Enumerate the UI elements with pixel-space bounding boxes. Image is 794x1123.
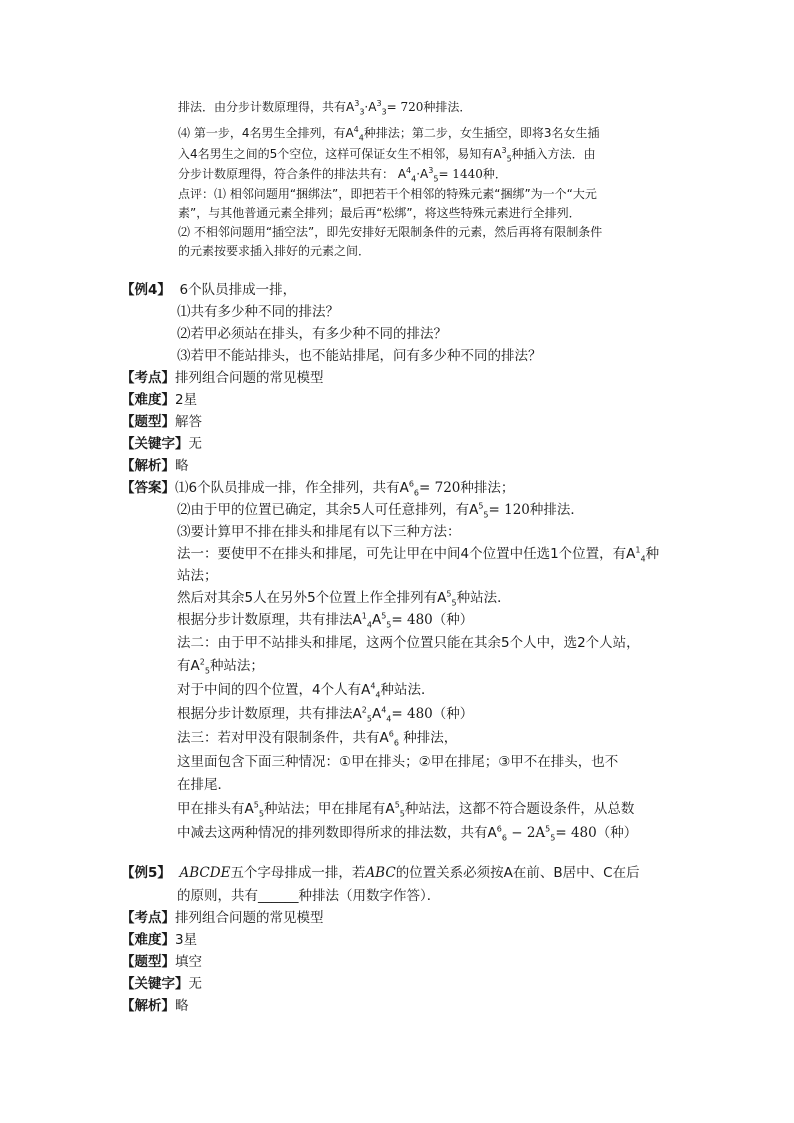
part4-line1: ⑷ 第一步，4名男生全排列，有$A^4_4$种排法；第二步，女生插空，即将3名女生插 — [178, 125, 600, 143]
comment-line1: 点评：⑴ 相邻问题用“捆绑法”，即把若干个相邻的特殊元素“捆绑”为一个“大元 — [178, 187, 597, 201]
part4-line3: 分步计数原理得，符合条件的排法共有： $A^4_4\cdot A^3_5= 1440$种． — [178, 166, 507, 184]
example5-tag: 【例5】 — [121, 865, 171, 881]
part4-line2: 入4名男生之间的5个空位，这样可保证女生不相邻，易知有$A^3_5$种插入方法．由 — [178, 146, 596, 164]
method3-line4: 甲在排头有$A^5_5$种站法；甲在排尾有$A^5_5$种站法，这都不符合题设条件，从总数 — [177, 800, 635, 819]
example4-topic: 【考点】排列组合问题的常见模型 — [121, 370, 324, 386]
comment-line2: 素”，与其他普通元素全排列；最后再“松绑”，将这些特殊元素进行全排列． — [178, 206, 581, 220]
example4-tag: 【例4】 — [121, 282, 171, 298]
example5-question: 【例5】 ABCDE五个字母排成一排，若ABC的位置关系必须按A在前、B居中、C在后 — [121, 865, 640, 881]
example4-analysis: 【解析】略 — [121, 458, 189, 474]
example4-difficulty: 【难度】2星 — [121, 392, 198, 408]
example5-analysis: 【解析】略 — [121, 998, 189, 1014]
example4-question: 【例4】 6个队员排成一排， — [121, 282, 297, 298]
example5-question-line2: 的原则，共有______种排法（用数字作答）． — [177, 888, 441, 904]
example4-answer-1: 【答案】⑴6个队员排成一排，作全排列，共有$A^6_6= 720$种排法； — [121, 479, 515, 498]
example4-q3: ⑶若甲不能站排头，也不能站排尾，问有多少种不同的排法？ — [177, 348, 542, 364]
comment-line3: ⑵ 不相邻问题用“插空法”，即先安排好无限制条件的元素，然后再将有限制条件 — [178, 225, 603, 239]
example4-q1: ⑴共有多少种不同的排法？ — [177, 304, 339, 320]
method1-line1: 法一：要使甲不在排头和排尾，可先让甲在中间4个位置中任选1个位置，有$A^1_4$种 — [177, 545, 660, 564]
method3-line5: 中减去这两种情况的排列数即得所求的排法数，共有$A^6_6 - 2A^5_5= 480$（种） — [177, 824, 638, 843]
method3-line2: 这里面包含下面三种情况：①甲在排头；②甲在排尾；③甲不在排头，也不 — [177, 754, 619, 770]
prev-answer-line: 排法．由分步计数原理得，共有$A^3_3\cdot A^3_3= 720$种排法． — [178, 99, 472, 117]
method1-line2: 站法； — [177, 568, 218, 584]
method2-line4: 根据分步计数原理，共有排法$A^2_5A^4_4= 480$（种） — [177, 705, 474, 724]
example5-keywords: 【关键字】无 — [121, 976, 202, 992]
example4-answer-2: ⑵由于甲的位置已确定，其余5人可任意排列，有$A^5_5= 120$种排法． — [177, 501, 584, 520]
example5-type: 【题型】填空 — [121, 954, 202, 970]
method1-line4: 根据分步计数原理，共有排法$A^1_4A^5_5= 480$（种） — [177, 611, 474, 630]
comment-line4: 的元素按要求插入排好的元素之间． — [178, 244, 371, 258]
method3-line3: 在排尾． — [177, 777, 231, 793]
method2-line2: 有$A^2_5$种站法； — [177, 657, 264, 676]
example4-q2: ⑵若甲必须站在排头，有多少种不同的排法？ — [177, 326, 447, 342]
method2-line1: 法二：由于甲不站排头和排尾，这两个位置只能在其余5个人中，选2个人站， — [177, 635, 640, 651]
example5-topic: 【考点】排列组合问题的常见模型 — [121, 910, 324, 926]
example4-keywords: 【关键字】无 — [121, 436, 202, 452]
method1-line3: 然后对其余5人在另外5个位置上作全排列有$A^5_5$种站法． — [177, 589, 511, 608]
method2-line3: 对于中间的四个位置，4个人有$A^4_4$种站法． — [177, 681, 435, 700]
example4-answer-3: ⑶要计算甲不排在排头和排尾有以下三种方法： — [177, 524, 461, 540]
example5-difficulty: 【难度】3星 — [121, 932, 198, 948]
method3-line1: 法三：若对甲没有限制条件，共有$A^6_6$ 种排法， — [177, 729, 458, 748]
example4-type: 【题型】解答 — [121, 414, 202, 430]
